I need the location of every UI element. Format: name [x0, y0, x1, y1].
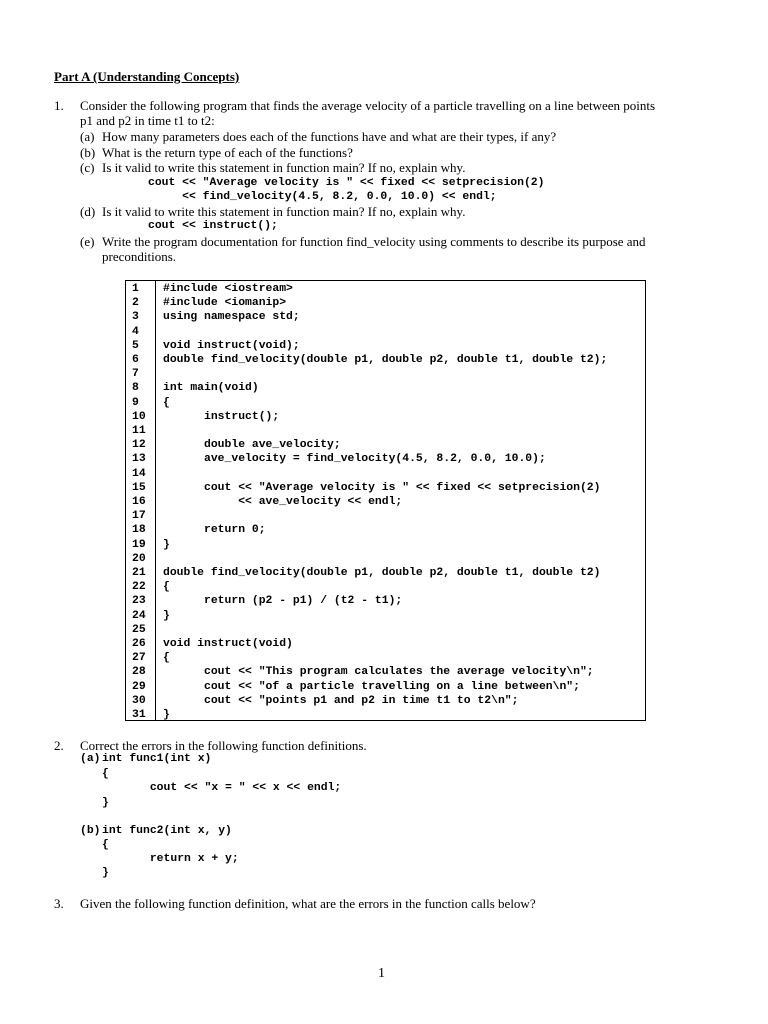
code-line — [126, 509, 645, 523]
q2b-code-line: int func2(int x, y) — [102, 825, 232, 837]
code-line — [126, 452, 645, 466]
code-line — [126, 637, 645, 651]
code-text: { — [163, 396, 170, 409]
line-number: 7 — [132, 368, 139, 381]
q2b-code-line: return x + y; — [102, 853, 239, 865]
code-text: return 0; — [163, 524, 266, 537]
code-line — [126, 438, 645, 452]
q1b-label: (b) — [80, 145, 96, 160]
q1-number: 1. — [54, 98, 64, 113]
q1-text-line2: p1 and p2 in time t1 to t2: — [80, 113, 215, 128]
code-text: double ave_velocity; — [163, 439, 341, 452]
q1c-text: Is it valid to write this statement in function main? If no, explain why. — [102, 160, 466, 175]
line-number: 4 — [132, 325, 139, 338]
q1e-text-line2: preconditions. — [102, 249, 177, 264]
line-number: 21 — [132, 567, 146, 579]
q2a-code-line: int func1(int x) — [102, 753, 212, 765]
q1c-code-line1: cout << "Average velocity is " << fixed << setprecision(2) — [148, 177, 545, 189]
line-number: 1 — [132, 283, 139, 295]
line-number: 29 — [132, 680, 146, 693]
line-number: 28 — [132, 666, 146, 679]
code-line — [126, 580, 645, 594]
line-number: 18 — [132, 524, 146, 537]
code-line — [126, 651, 645, 665]
code-text: int main(void) — [163, 382, 259, 395]
line-number: 17 — [132, 510, 146, 523]
code-line — [126, 310, 645, 324]
code-text: double find_velocity(double p1, double p2, double t1, double t2) — [163, 567, 601, 579]
code-line — [126, 594, 645, 608]
q1a-text: How many parameters does each of the functions have and what are their types, if any? — [102, 129, 557, 144]
line-number: 25 — [132, 623, 146, 636]
code-line — [126, 523, 645, 537]
code-line — [126, 282, 645, 296]
line-number: 30 — [132, 694, 146, 707]
q1d-code-line1: cout << instruct(); — [148, 220, 278, 232]
line-number: 12 — [132, 439, 146, 452]
code-text: using namespace std; — [163, 311, 300, 324]
q1e-text-line1: Write the program documentation for function find_velocity using comments to describe its purpose and — [102, 234, 646, 249]
q2b-label: (b) — [80, 825, 101, 837]
q2-text: Correct the errors in the following function definitions. — [80, 738, 367, 753]
line-number: 24 — [132, 609, 146, 622]
code-text: { — [163, 581, 170, 594]
line-number: 14 — [132, 467, 146, 480]
line-number: 26 — [132, 638, 146, 650]
line-number: 16 — [132, 496, 146, 508]
line-number: 11 — [132, 425, 146, 437]
line-number: 3 — [132, 311, 139, 324]
code-text: #include <iomanip> — [163, 297, 287, 310]
code-text: cout << "points p1 and p2 in time t1 to t2\n"; — [163, 694, 519, 707]
line-number: 9 — [132, 396, 139, 409]
line-number: 2 — [132, 297, 139, 310]
code-line — [126, 495, 645, 509]
code-line — [126, 680, 645, 694]
code-line — [126, 566, 645, 580]
code-text: cout << "Average velocity is " << fixed << setprecision(2) — [163, 481, 601, 494]
code-line — [126, 325, 645, 339]
q2a-code-line: cout << "x = " << x << endl; — [102, 782, 342, 794]
line-number: 5 — [132, 339, 139, 352]
code-text: ave_velocity = find_velocity(4.5, 8.2, 0.0, 10.0); — [163, 453, 546, 466]
page-number: 1 — [378, 966, 385, 981]
code-text: double find_velocity(double p1, double p2, double t1, double t2); — [163, 354, 608, 366]
line-number: 20 — [132, 552, 146, 565]
q1d-text: Is it valid to write this statement in function main? If no, explain why. — [102, 204, 466, 219]
code-text: } — [163, 538, 170, 551]
code-text: << ave_velocity << endl; — [163, 496, 403, 508]
part-title: Part A (Understanding Concepts) — [54, 69, 240, 84]
q1c-label: (c) — [80, 160, 95, 175]
line-number: 8 — [132, 382, 139, 395]
code-text: cout << "This program calculates the average velocity\n"; — [163, 666, 594, 679]
code-line — [126, 353, 645, 367]
code-text: void instruct(void); — [163, 339, 300, 352]
line-number: 15 — [132, 481, 146, 494]
code-text: instruct(); — [163, 410, 280, 423]
code-text: void instruct(void) — [163, 638, 293, 650]
q2a-code-line: { — [102, 768, 109, 780]
code-line — [126, 339, 645, 353]
code-line — [126, 708, 645, 722]
q2b-code-line: { — [102, 839, 109, 851]
code-listing-table — [125, 280, 646, 721]
code-line — [126, 552, 645, 566]
q2a-code-line: } — [102, 797, 109, 809]
code-line — [126, 481, 645, 495]
line-number: 23 — [132, 595, 146, 608]
code-line — [126, 609, 645, 623]
code-line — [126, 367, 645, 381]
q1b-text: What is the return type of each of the functions? — [102, 145, 353, 160]
q1e-label: (e) — [80, 234, 95, 249]
q1a-label: (a) — [80, 129, 95, 144]
q1c-code-line2: << find_velocity(4.5, 8.2, 0.0, 10.0) << endl; — [148, 191, 497, 203]
line-number: 27 — [132, 652, 146, 665]
code-line — [126, 538, 645, 552]
code-line — [126, 424, 645, 438]
q3-number: 3. — [54, 896, 64, 911]
code-line — [126, 296, 645, 310]
code-text: } — [163, 609, 170, 622]
code-line — [126, 665, 645, 679]
code-line — [126, 623, 645, 637]
code-text: #include <iostream> — [163, 283, 293, 295]
line-number: 22 — [132, 581, 146, 594]
line-number: 6 — [132, 354, 139, 366]
line-number: 10 — [132, 410, 146, 423]
code-text: } — [163, 709, 170, 721]
q2b-code-line: } — [102, 867, 109, 879]
q2-number: 2. — [54, 738, 64, 753]
q3-text: Given the following function definition, what are the errors in the function calls below? — [80, 896, 536, 911]
q1d-label: (d) — [80, 204, 96, 219]
code-text: return (p2 - p1) / (t2 - t1); — [163, 595, 403, 608]
code-line — [126, 381, 645, 395]
code-text: cout << "of a particle travelling on a line between\n"; — [163, 680, 580, 693]
code-line — [126, 396, 645, 410]
code-line — [126, 467, 645, 481]
line-number: 13 — [132, 453, 146, 466]
line-number: 19 — [132, 538, 146, 551]
code-text: { — [163, 652, 170, 665]
code-line — [126, 694, 645, 708]
q2a-label: (a) — [80, 753, 101, 765]
line-number: 31 — [132, 709, 146, 721]
code-line — [126, 410, 645, 424]
q1-text-line1: Consider the following program that finds the average velocity of a particle travelling on a line between points — [80, 98, 656, 113]
